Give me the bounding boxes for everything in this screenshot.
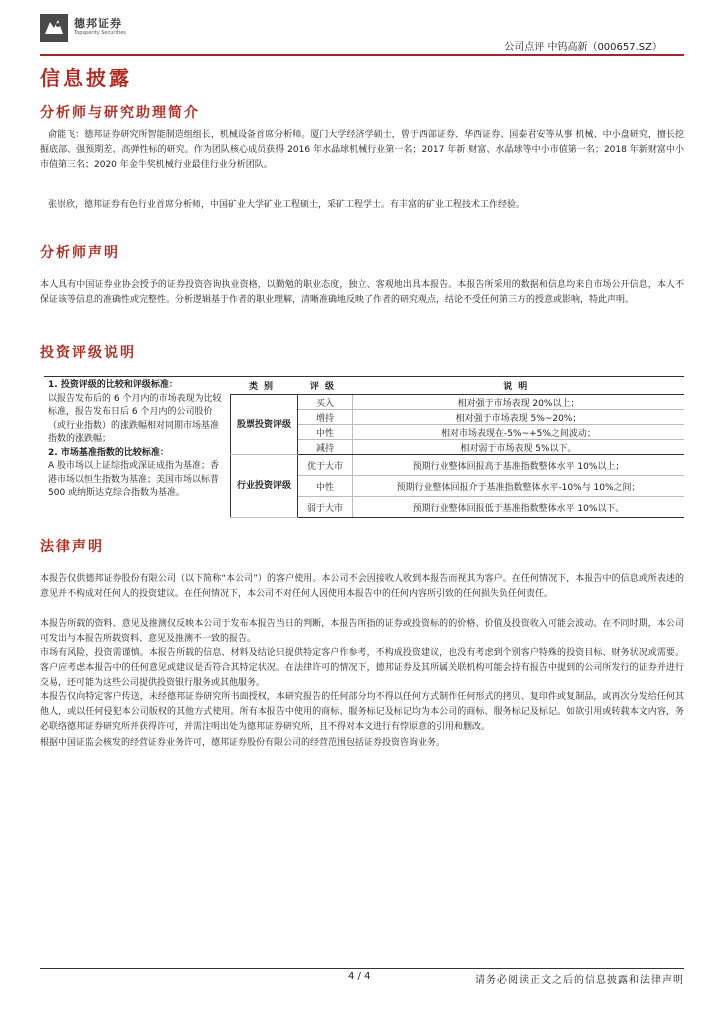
- rating-criteria-h2: 2. 市场基准指数的比较标准：: [48, 447, 169, 458]
- legal-p4: 本报告仅向特定客户传送，未经德邦证券研究所书面授权，本研究报告的任何部分均不得以任何方式制作任何形式的拷贝、复印件或复制品，或再次分发给任何其他人，或以任何侵犯本公司版权的其他方式使用。所有本报告中使用的商标、服务标记及标记均为本公司的商标、服务标记及标记。如欲引用或转载本文内容，务必联络德邦证券研究所并获得许可，并需注明出处为德邦证券研究所，且不得对本文进行有悖原意的引用和删改。: [40, 692, 684, 732]
- industry-level: 弱于大市: [298, 497, 353, 518]
- analyst-statement-p1: 本人具有中国证券业协会授予的证券投资咨询执业资格，以勤勉的职业态度，独立、客观地出具本报告。本报告所采用的数据和信息均来自市场公开信息，本人不保证该等信息的准确性或完整性。分析逻辑基于作者的职业理解，清晰准确地反映了作者的研究观点，结论不受任何第三方的授意或影响，特此声明。: [40, 280, 684, 305]
- industry-rating-label: 行业投资评级: [231, 455, 298, 518]
- analyst-intro-heading: 分析师与研究助理简介: [40, 105, 200, 121]
- logo-icon: [40, 14, 68, 42]
- rating-criteria-p2: A 股市场以上证综指或深证成指为基准；香港市场以恒生指数为基准；美国市场以标普 500 或纳斯达克综合指数为基准。: [48, 461, 220, 498]
- legal-p2: 本报告所载的资料、意见及推测仅反映本公司于发布本报告当日的判断，本报告所指的证券或投资标的的价格、价值及投资收入可能会波动。在不同时期，本公司可发出与本报告所载资料、意见及推测不一致的报告。: [40, 619, 684, 644]
- rating-criteria: [44, 377, 226, 503]
- analyst-statement-heading: 分析师声明: [40, 245, 120, 261]
- stock-level: 增持: [298, 410, 353, 425]
- industry-desc: 预期行业整体回报介于基准指数整体水平-10%与 10%之间；: [353, 476, 685, 497]
- rating-criteria-p1: 以报告发布后的 6 个月内的市场表现为比较标准，报告发布日后 6 个月内的公司股价（或行业指数）的涨跌幅相对同期市场基准指数的涨跌幅；: [48, 393, 222, 444]
- footer-note: 请务必阅读正文之后的信息披露和法律声明: [475, 975, 684, 986]
- col-level: 评级: [298, 377, 353, 395]
- rating-heading: 投资评级说明: [40, 345, 136, 361]
- legal-p5: 根据中国证监会核发的经营证券业务许可，德邦证券股份有限公司的经营范围包括证券投资咨询业务。: [40, 738, 446, 748]
- logo-subtitle: Topsperity Securities: [74, 30, 126, 36]
- legal-p3: 市场有风险，投资需谨慎。本报告所载的信息、材料及结论只提供特定客户作参考，不构成投资建议，也没有考虑到个别客户特殊的投资目标、财务状况或需要。客户应考虑本报告中的任何意见或建议是否符合其特定状况。在法律许可的情况下，德邦证券及其所属关联机构可能会持有报告中提到的公司所发行的证券并进行交易，还可能为这些公司提供投资银行服务或其他服务。: [40, 648, 684, 688]
- industry-level: 优于大市: [298, 455, 353, 476]
- stock-level: 买入: [298, 395, 353, 410]
- rating-grid: [230, 377, 684, 520]
- header-rule: [40, 54, 684, 56]
- industry-desc: 预期行业整体回报高于基准指数整体水平 10%以上；: [353, 455, 685, 476]
- page-title: 信息披露: [40, 66, 132, 90]
- stock-rating-label: 股票投资评级: [231, 395, 298, 455]
- footer-rule: [40, 968, 684, 969]
- page-number: 4 / 4: [348, 971, 371, 982]
- rating-criteria-h1: 1. 投资评级的比较和评级标准：: [48, 380, 178, 390]
- company-logo: [40, 14, 180, 42]
- legal-p1: 本报告仅供德邦证券股份有限公司（以下简称“本公司”）的客户使用。本公司不会因接收人收到本报告而视其为客户。在任何情况下，本报告中的信息或所表述的意见并不构成对任何人的投资建议。在任何情况下，本公司不对任何人因使用本报告中的任何内容所引致的任何损失负任何责任。: [40, 574, 684, 599]
- logo-name: 德邦证券: [74, 17, 122, 30]
- doc-type: 公司点评 中钨高新（000657.SZ）: [504, 42, 662, 53]
- stock-level: 中性: [298, 425, 353, 440]
- analyst-intro-p2-text: 张崇欣，德邦证券有色行业首席分析师，中国矿业大学矿业工程硕士，采矿工程学士。有丰富的矿业工程技术工作经验。: [48, 200, 526, 210]
- stock-desc: 相对强于市场表现 20%以上；: [353, 395, 685, 410]
- stock-level: 减持: [298, 440, 353, 455]
- industry-desc: 预期行业整体回报低于基准指数整体水平 10%以下。: [353, 497, 685, 518]
- industry-level: 中性: [298, 476, 353, 497]
- stock-desc: 相对强于市场表现 5%~20%；: [353, 410, 685, 425]
- legal-heading: 法律声明: [40, 539, 104, 555]
- rating-table: [44, 376, 684, 520]
- col-category: 类别: [231, 377, 298, 395]
- stock-desc: 相对市场表现在-5%~+5%之间波动；: [353, 425, 685, 440]
- analyst-intro-p2: [40, 198, 684, 213]
- stock-desc: 相对弱于市场表现 5%以下。: [353, 440, 685, 455]
- col-desc: 说明: [353, 377, 685, 395]
- analyst-intro-p1: [40, 128, 684, 173]
- analyst-intro-p1-text: 俞能飞：德邦证券研究所智能制造组组长，机械设备首席分析师。厦门大学经济学硕士，曾于西部证券、华西证券、国泰君安等从事 机械、中小盘研究，擅长挖掘底部、强预期差、高弹性标的研究。作为团队核心成员获得 2016 年水晶球机械行业第一名；2017 年新 财富、水晶球等中小市值第一名；2018 年新财富中小市值第三名；2020 年金牛奖机械行业最佳行业分析团队。: [40, 130, 684, 170]
